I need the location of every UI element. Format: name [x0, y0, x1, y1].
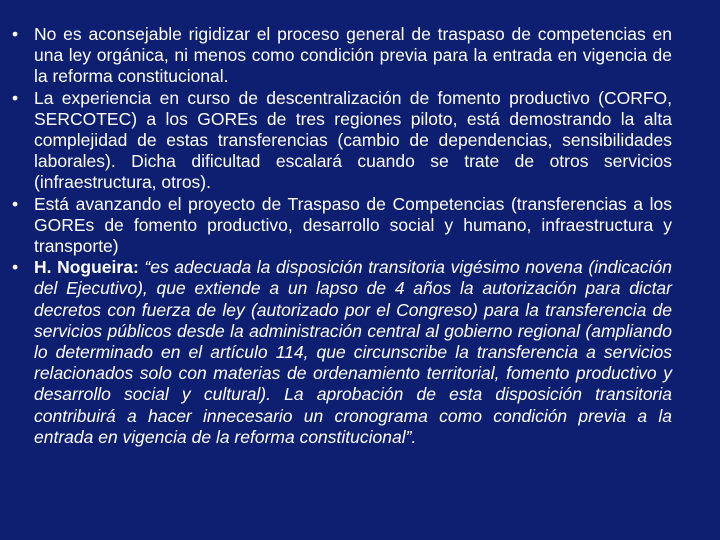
bullet-item	[12, 194, 672, 258]
bullet-text: La experiencia en curso de descentralización de fomento productivo (CORFO, SERCOTEC) a los GOREs de tres regiones piloto, está demostrando la alta complejidad de estas transferencias (cambio de dependencias, sensibilidades laborales). Dicha dificultad escalará cuando se trate de otros servicios (infraestructura, otros).	[34, 87, 672, 193]
bullet-text: No es aconsejable rigidizar el proceso general de traspaso de competencias en una ley orgánica, ni menos como condición previa para la entrada en vigencia de la reforma constitucional.	[34, 24, 672, 87]
bullet-icon: •	[12, 193, 19, 214]
speaker-name: H. Nogueira:	[34, 257, 139, 278]
bullet-icon: •	[12, 257, 19, 278]
bullet-icon: •	[12, 24, 19, 44]
bullet-icon: •	[12, 87, 19, 108]
bullet-text: Está avanzando el proyecto de Traspaso de Competencias (transferencias a los GOREs de fomento productivo, desarrollo social y humano, infraestructura y transporte)	[34, 193, 672, 257]
bullet-item	[12, 88, 672, 194]
bullet-item	[12, 24, 672, 88]
quote-text: “es adecuada la disposición transitoria vigésimo novena (indicación del Ejecutivo), que extiende a un lapso de 4 años la autorización para dictar decretos con fuerza de ley (autorizado por el Congreso) para la transferencia de servicios públicos desde la administración central al gobierno regional (ampliando lo determinado en el artículo 114, que circunscribe la transferencia a servicios relacionados solo con materias de ordenamiento territorial, fomento productivo y desarrollo social y cultural). La aprobación de esta disposición transitoria contribuirá a hacer innecesario un cronograma como condición previa a la entrada en vigencia de la reforma constitucional”.	[34, 257, 672, 447]
bullet-list	[12, 24, 672, 448]
bullet-text	[34, 257, 672, 448]
bullet-item	[12, 257, 672, 448]
